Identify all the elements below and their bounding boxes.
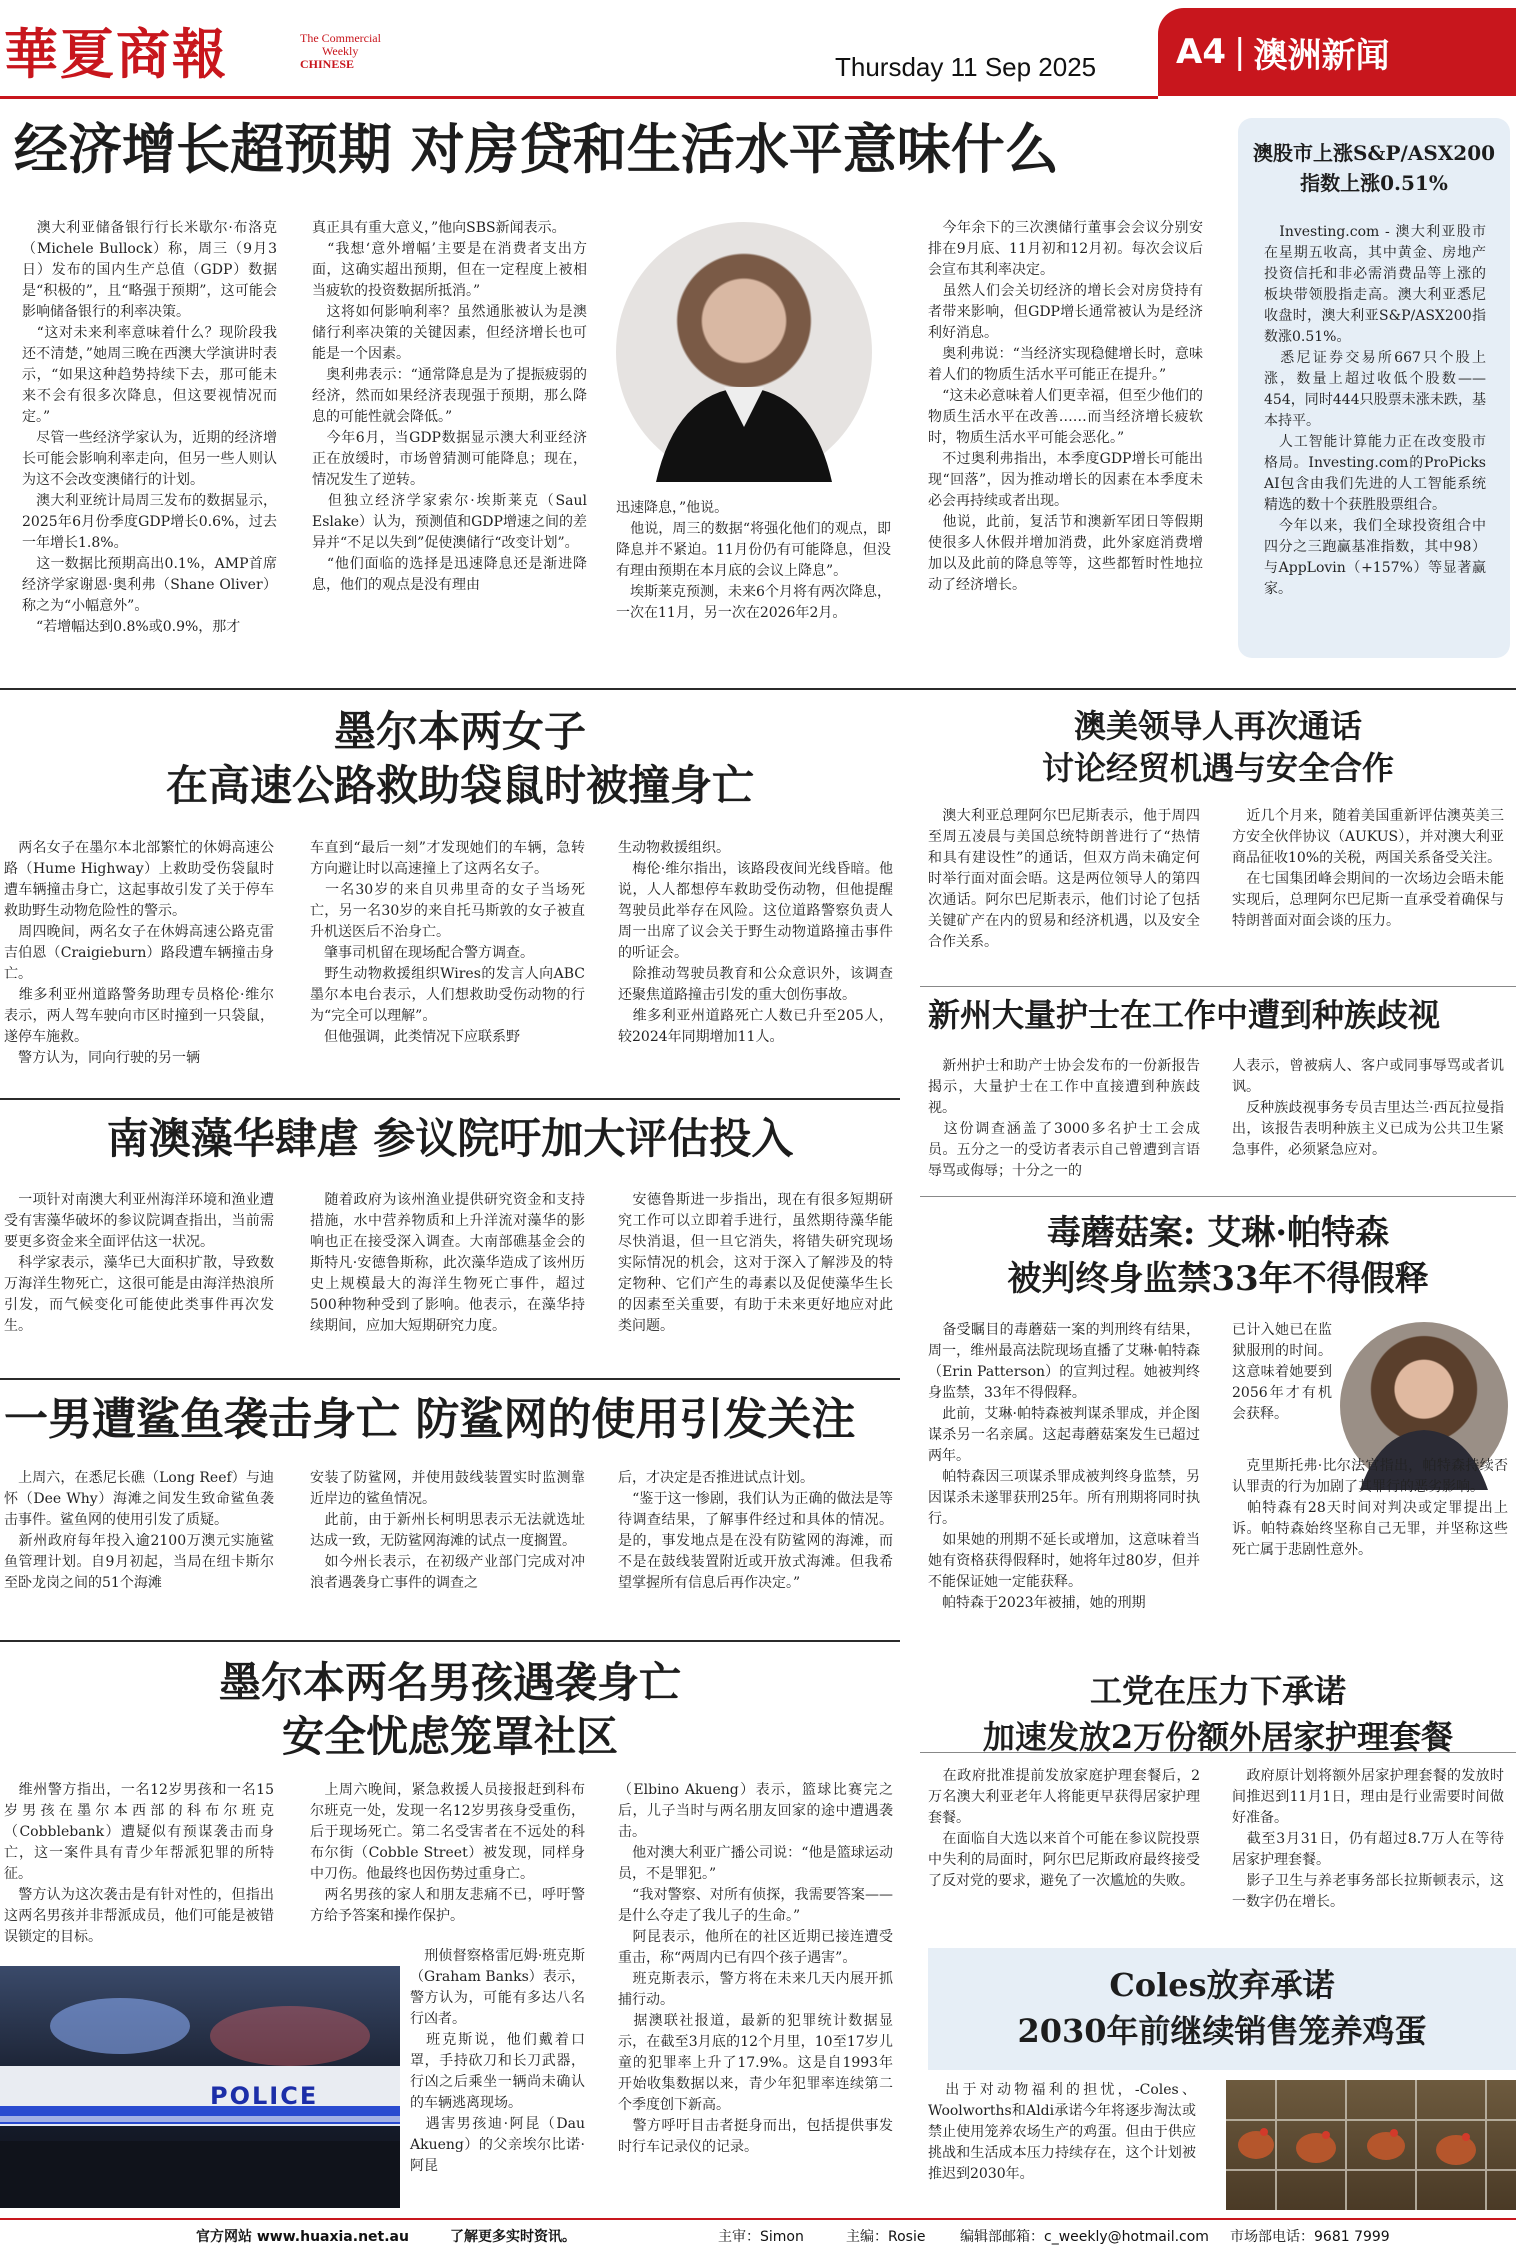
rba-col3: 迅速降息，”他说。 他说，周三的数据“将强化他们的观点，即降息并不紧迫。11月份仍有可能降息，但没有理由预期在本月底的会议上降息”。 埃斯莱克预测，未来6个月将有两次降息，一次在11月，另一次在2026年2月。 <box>616 500 891 621</box>
asx-body: Investing.com - 澳大利亚股市在星期五收高，其中黄金、房地产投资信托和非必需消费品等上涨的板块带领股指走高。澳大利亚悉尼收盘时，澳大利亚S&P/ASX200指数涨0.51%。 悉尼证券交易所667只个股上涨，数量上超过收低个股数——454，同时444只股票未涨未跌，基本持平。 人工智能计算能力正在改变股市格局。Investing.com的ProPicks AI包含由我们先进的人工智能系统精选的数十个获胜股票组合。 今年以来，我们全球投资组合中四分之三跑赢基准指数，其中98）与AppLovin（+157%）等显著赢家。 <box>1264 224 1486 597</box>
algae-col2: 随着政府为该州渔业提供研究资金和支持措施，水中营养物质和上升洋流对藻华的影响也正在接受深入调查。大南部礁基金会的斯特凡·安德鲁斯称，此次藻华造成了该州历史上规模最大的海洋生物死亡事件，超过500种物种受到了影响。他表示，在藻华持续期间，应加大短期研究力度。 <box>310 1192 585 1334</box>
boys-col2b: 刑侦督察格雷厄姆·班克斯（Graham Banks）表示，警方认为，可能有多达八名行凶者。 班克斯说，他们戴着口罩，手持砍刀和长刀武器，行凶之后乘坐一辆尚未确认的车辆逃离现场。 遇害男孩迪·阿昆（Dau Akueng）的父亲埃尔比诺·阿昆 <box>410 1948 585 2174</box>
asx-sidebar <box>1238 118 1510 658</box>
footer-email[interactable]: 编辑部邮箱：c_weekly@hotmail.com <box>960 2229 1209 2245</box>
section-divider: | <box>1233 32 1246 72</box>
rba-col1: 澳大利亚储备银行行长米歇尔·布洛克（Michele Bullock）称，周三（9月3日）发布的国内生产总值（GDP）数据是“积极的”，且“略强于预期”，这可能会影响储备银行的利率决策。 “这对未来利率意味着什么？现阶段我还不清楚，”她周三晚在西澳大学演讲时表示，“如果这种趋势持续下去，那可能未来不会有很多次降息，但这要视情况而定。” 尽管一些经济学家认为，近期的经济增长可能会影响利率走向，但另一些人则认为这不会改变澳储行的计划。 澳大利亚统计局周三发布的数据显示，2025年6月份季度GDP增长0.6%，过去一年增长1.8%。 这一数据比预期高出0.1%，AMP首席经济学家谢恩·奥利弗（Shane Oliver）称之为“小幅意外”。 “若增幅达到0.8%或0.9%，那才 <box>22 220 277 635</box>
kangaroo-headline <box>30 705 890 813</box>
algae-col1: 一项针对南澳大利亚州海洋环境和渔业遭受有害藻华破坏的参议院调查指出，当前需要更多资金来全面评估这一状况。 科学家表示，藻华已大面积扩散，导致数万海洋生物死亡，这很可能是由海洋热浪所引发，而气候变化可能使此类事件再次发生。 <box>4 1192 274 1334</box>
asx-headline: 澳股市上涨S&P/ASX200指数上涨0.51% <box>1252 141 1496 195</box>
shark-col1: 上周六，在悉尼长礁（Long Reef）与迪怀（Dee Why）海滩之间发生致命鲨鱼袭击事件。鲨鱼网的使用引发了质疑。 新州政府每年投入逾2100万澳元实施鲨鱼管理计划。自9月初起，当局在纽卡斯尔至卧龙岗之间的51个海滩 <box>4 1470 274 1591</box>
shark-headline: 一男遭鲨鱼袭击身亡 防鲨网的使用引发关注 <box>4 1394 856 1445</box>
divider-rule-1 <box>0 688 1516 690</box>
boys-headline <box>20 1656 880 1764</box>
nurses-col1: 新州护士和助产士协会发布的一份新报告揭示，大量护士在工作中直接遭到种族歧视。 这份调查涵盖了3000多名护士工会成员。五分之一的受访者表示自己曾遭到言语辱骂或侮辱；十分之一的 <box>928 1058 1200 1179</box>
boys-photo-police-car <box>0 1966 400 2208</box>
coles-body: 出于对动物福利的担忧，-Coles、Woolworths和Aldi承诺今年将逐步淘汰或禁止使用笼养农场生产的鸡蛋。但由于供应挑战和生活成本压力持续存在，这个计划被推迟到2030年。 <box>928 2082 1196 2182</box>
footer-website[interactable]: 官方网站 www.huaxia.net.au <box>196 2229 409 2245</box>
section-tab <box>1158 8 1516 96</box>
coles-headline <box>928 1962 1516 2054</box>
footer <box>0 2226 1516 2248</box>
portrait-icon <box>616 222 872 482</box>
coles-headline-line1: Coles放弃承诺 <box>1109 1966 1335 2004</box>
caged-hens-icon <box>1226 2080 1516 2210</box>
boys-col3: （Elbino Akueng）表示，篮球比赛完之后，儿子当时与两名朋友回家的途中遭遇袭击。 他对澳大利亚广播公司说：“他是篮球运动员，不是罪犯。” “我对警察、对所有侦探，我需要答案——是什么夺走了我儿子的生命。” 阿昆表示，他所在的社区近期已接连遭受重击，称“两周内已有四个孩子遇害”。 班克斯表示，警方将在未来几天内展开抓捕行动。 据澳联社报道，最新的犯罪统计数据显示，在截至3月底的12个月里，10至17岁儿童的犯罪率上升了17.9%。这是自1993年开始收集数据以来，青少年犯罪率连续第二个季度创下新高。 警方呼吁目击者挺身而出，包括提供事发时行车记录仪的记录。 <box>618 1782 893 2155</box>
boys-headline-line2: 安全忧虑笼罩社区 <box>281 1712 618 1761</box>
police-livery-text: POLICE <box>210 2082 319 2110</box>
rba-col2: 真正具有重大意义，”他向SBS新闻表示。 “我想‘意外增幅’主要是在消费者支出方面，这确实超出预期，但在一定程度上被相当疲软的投资数据所抵消。” 这将如何影响利率？虽然通胀被认为是澳储行利率决策的关键因素，但经济增长也可能是一个因素。 奥利弗表示：“通常降息是为了提振疲弱的经济，然而如果经济表现强于预期，那么降息的可能性就会降低。” 今年6月，当GDP数据显示澳大利亚经济正在放缓时，市场曾猜测可能降息；现在，情况发生了逆转。 但独立经济学家索尔·埃斯莱克（Saul Eslake）认为，预测值和GDP增速之间的差异并“不足以失到”促使澳储行“改变计划”。 “他们面临的选择是迅速降息还是渐进降息，他们的观点是没有理由 <box>312 220 587 593</box>
leaders-headline-line2: 讨论经贸机遇与安全合作 <box>1041 749 1394 787</box>
mushroom-headline-line2: 被判终身监禁33年不得假释 <box>1007 1259 1429 1299</box>
footer-rule <box>0 2218 1516 2220</box>
footer-website-note: 了解更多实时资讯。 <box>450 2229 576 2245</box>
footer-phone: 市场部电话：9681 7999 <box>1230 2229 1390 2245</box>
labor-headline-line1: 工党在压力下承诺 <box>1089 1672 1346 1710</box>
kangaroo-headline-line1: 墨尔本两女子 <box>333 707 586 756</box>
algae-headline: 南澳藻华肆虐 参议院吁加大评估投入 <box>106 1114 794 1163</box>
leaders-headline-line1: 澳美领导人再次通话 <box>1073 707 1362 745</box>
divider-rule-3 <box>0 1378 900 1380</box>
kangaroo-col1: 两名女子在墨尔本北部繁忙的休姆高速公路（Hume Highway）上救助受伤袋鼠时遭车辆撞击身亡，这起事故引发了关于停车救助野生动物危险性的警示。 周四晚间，两名女子在休姆高速公路克雷吉伯恩（Craigieburn）路段遭车辆撞击身亡。 维多利亚州道路警务助理专员格伦·维尔表示，两人驾车驶向市区时撞到一只袋鼠，遂停车施救。 警方认为，同向行驶的另一辆 <box>4 840 274 1066</box>
mushroom-headline-line1: 毒蘑菇案: 艾琳·帕特森 <box>1046 1213 1390 1253</box>
divider-rule-leaders <box>920 986 1516 987</box>
section-name: 澳洲新闻 <box>1253 35 1390 76</box>
kangaroo-col2: 车直到“最后一刻”才发现她们的车辆，急转方向避让时以高速撞上了这两名女子。 一名30岁的来自贝弗里奇的女子当场死亡，另一名30岁的来自托马斯敦的女子被直升机送医后不治身亡。 肇事司机留在现场配合警方调查。 野生动物救援组织Wires的发言人向ABC墨尔本电台表示，人们想救助受伤动物的行为“完全可以理解”。 但他强调，此类情况下应联系野 <box>310 840 585 1045</box>
logo-en-line3: CHINESE <box>300 57 355 71</box>
kangaroo-headline-line2: 在高速公路救助袋鼠时被撞身亡 <box>165 761 754 810</box>
boys-col2: 上周六晚间，紧急救援人员接报赶到科布尔班克一处，发现一名12岁男孩身受重伤，后于现场死亡。第二名受害者在不远处的科布尔街（Cobble Street）被发现，同样身中刀伤。他最终也因伤势过重身亡。 两名男孩的家人和朋友悲痛不已，呼吁警方给予答案和操作保护。 <box>310 1782 585 1924</box>
police-car-icon <box>0 1966 400 2208</box>
divider-rule-4 <box>0 1640 900 1642</box>
masthead <box>0 0 1516 100</box>
rba-headline: 经济增长超预期 对房贷和生活水平意味什么 <box>14 118 1059 181</box>
nurses-headline: 新州大量护士在工作中遭到种族歧视 <box>928 996 1441 1034</box>
logo-cn: 華夏商報 <box>4 22 228 86</box>
coles-photo-hens <box>1226 2080 1516 2210</box>
rba-col4: 今年余下的三次澳储行董事会会议分别安排在9月底、11月初和12月初。每次会议后会宣布其利率决定。 虽然人们会关切经济的增长会对房贷持有者带来影响，但GDP增长通常被认为是经济利好消息。 奥利弗说：“当经济实现稳健增长时，意味着人们的物质生活水平可能正在提升。” “这未必意味着人们更幸福，但至少他们的物质生活水平在改善……而当经济增长疲软时，物质生活水平可能会恶化。” 不过奥利弗指出，本季度GDP增长可能出现“回落”，因为推动增长的因素在本季度未必会再持续或者出现。 他说，此前，复活节和澳新军团日等假期使很多人休假并增加消费，此外家庭消费增加以及此前的降息等等，这些都暂时性地拉动了经济增长。 <box>928 220 1203 593</box>
labor-col2: 政府原计划将额外居家护理套餐的发放时间推迟到11月1日，理由是行业需要时间做好准备。 截至3月31日，仍有超过8.7万人在等待居家护理套餐。 影子卫生与养老事务部长拉斯顿表示，这一数字仍在增长。 <box>1232 1768 1504 1910</box>
leaders-headline <box>928 705 1508 789</box>
mushroom-col2b: 克里斯托弗·比尔法官指出，帕特森持续否认罪责的行为加剧了其罪行的恶劣影响。 帕特森有28天时间对判决或定罪提出上诉。帕特森始终坚称自己无罪，并坚称这些死亡属于悲剧性意外。 <box>1232 1458 1508 1558</box>
nurses-col2: 人表示，曾被病人、客户或同事辱骂或者讥讽。 反种族歧视事务专员吉里达兰·西瓦拉曼指出，该报告表明种族主义已成为公共卫生紧急事件，必须紧急应对。 <box>1232 1058 1504 1158</box>
labor-headline <box>928 1668 1508 1760</box>
divider-rule-mushroom <box>920 1196 1516 1197</box>
divider-rule-2 <box>0 1098 900 1100</box>
labor-headline-line2: 加速发放2万份额外居家护理套餐 <box>982 1718 1454 1756</box>
shark-col3: 后，才决定是否推进试点计划。 “鉴于这一惨剧，我们认为正确的做法是等待调查结果，了解事件经过和具体的情况。是的，事发地点是在没有防鲨网的海滩，而不是在鼓线装置附近或开放式海滩。但我希望掌握所有信息后再作决定。” <box>618 1470 893 1591</box>
boys-col1: 维州警方指出，一名12岁男孩和一名15岁男孩在墨尔本西部的科布尔班克（Cobblebank）遭疑似有预谋袭击而身亡，这一案件具有青少年帮派犯罪的所特征。 警方认为这次袭击是有针对性的，但指出这两名男孩并非帮派成员，他们可能是被错误锁定的目标。 <box>4 1782 274 1945</box>
section-code: A4 <box>1176 32 1226 72</box>
boys-headline-line1: 墨尔本两名男孩遇袭身亡 <box>218 1658 681 1707</box>
logo-en-line1: The Commercial <box>300 31 381 45</box>
logo-en-line2: Weekly <box>322 44 359 58</box>
logo-en <box>300 32 381 71</box>
masthead-rule <box>0 96 1158 99</box>
leaders-col1: 澳大利亚总理阿尔巴尼斯表示，他于周四至周五凌晨与美国总统特朗普进行了“热情和具有建设性”的通话，但双方尚未确定何时举行面对面会晤。这是两位领导人的第四次通话。阿尔巴尼斯表示，他们讨论了包括关键矿产在内的贸易和经济机遇，以及安全合作关系。 <box>928 808 1200 950</box>
mushroom-col1: 备受瞩目的毒蘑菇一案的判刑终有结果，周一，维州最高法院现场直播了艾琳·帕特森（Erin Patterson）的宣判过程。她被判终身监禁，33年不得假释。 此前，艾琳·帕特森被判谋杀罪成，并企图谋杀另一名亲属。这起毒蘑菇案发生已超过两年。 帕特森因三项谋杀罪成被判终身监禁，另因谋杀未遂罪获刑25年。所有刑期将同时执行。 如果她的刑期不延长或增加，这意味着当她有资格获得假释时，她将年过80岁，但并不能保证她一定能获释。 帕特森于2023年被捕，她的刑期 <box>928 1322 1200 1611</box>
rba-photo-bullock <box>616 222 872 482</box>
coles-headline-box <box>928 1948 1516 2070</box>
leaders-col2: 近几个月来，随着美国重新评估澳英美三方安全伙伴协议（AUKUS），并对澳大利亚商品征收10%的关税，两国关系备受关注。 在七国集团峰会期间的一次场边会晤未能实现后，总理阿尔巴尼斯一直承受着确保与特朗普面对面会谈的压力。 <box>1232 808 1504 929</box>
footer-chief: 主编：Rosie <box>846 2229 926 2245</box>
mushroom-col2a: 已计入她已在监狱服刑的时间。这意味着她要到2056年才有机会获释。 <box>1232 1322 1332 1422</box>
coles-headline-line2: 2030年前继续销售笼养鸡蛋 <box>1017 2012 1427 2050</box>
algae-col3: 安德鲁斯进一步指出，现在有很多短期研究工作可以立即着手进行，虽然期待藻华能尽快消退，但一旦它消失，将错失研究现场实际情况的机会，这对于深入了解涉及的特定物种、它们产生的毒素以及促使藻华生长的因素至关重要，有助于未来更好地应对此类问题。 <box>618 1192 893 1334</box>
labor-col1: 在政府批准提前发放家庭护理套餐后，2万名澳大利亚老年人将能更早获得居家护理套餐。 在面临自大选以来首个可能在参议院投票中失利的局面时，阿尔巴尼斯政府最终接受了反对党的要求，避免了一次尴尬的失败。 <box>928 1768 1200 1889</box>
mushroom-headline <box>928 1210 1508 1302</box>
kangaroo-col3: 生动物救援组织。 梅伦·维尔指出，该路段夜间光线昏暗。他说，人人都想停车救助受伤动物，但他提醒驾驶员此举存在风险。这位道路警察负责人周一出席了议会关于野生动物道路撞击事件的听证会。 除推动驾驶员教育和公众意识外，该调查还聚焦道路撞击引发的重大创伤事故。 维多利亚州道路死亡人数已升至205人，较2024年同期增加11人。 <box>618 840 893 1045</box>
shark-col2: 安装了防鲨网，并使用鼓线装置实时监测靠近岸边的鲨鱼情况。 此前，由于新州长柯明思表示无法就选址达成一致，无防鲨网海滩的试点一度搁置。 如今州长表示，在初级产业部门完成对冲浪者遇袭身亡事件的调查之 <box>310 1470 585 1591</box>
issue-date: Thursday 11 Sep 2025 <box>835 52 1097 82</box>
footer-editor: 主审：Simon <box>718 2229 804 2245</box>
